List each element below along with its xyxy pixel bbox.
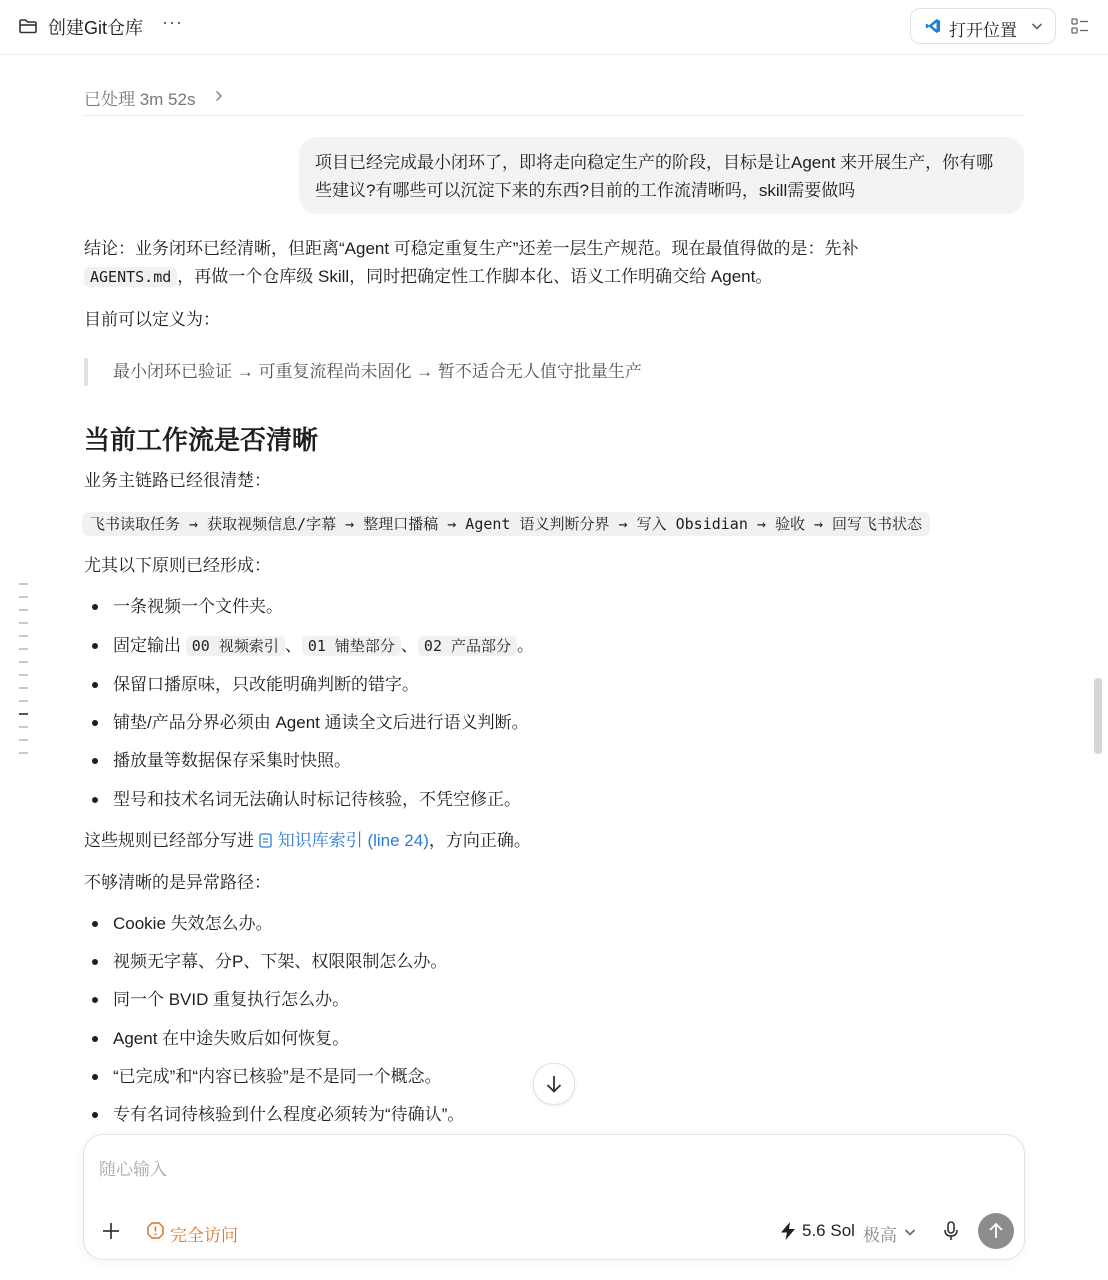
bullet-dot [92,682,98,688]
rules-suffix: ，方向正确。 [428,831,531,850]
bullet-dot [92,758,98,764]
folder-icon [18,16,38,36]
list-item: 专有名词待核验到什么程度必须转为“待确认”。 [113,1105,465,1124]
doc-icon [259,833,272,848]
open-location-button[interactable] [910,8,1056,44]
send-button[interactable] [978,1213,1014,1249]
bullet-dot [92,1036,98,1042]
bullet-dot [92,959,98,965]
list-item: 保留口播原味，只改能明确判断的错字。 [113,675,419,694]
divider [84,115,1024,116]
list-item: “已完成”和“内容已核验”是不是同一个概念。 [113,1067,442,1086]
list-item: Cookie 失效怎么办。 [113,914,273,933]
conclusion-paragraph [84,235,1024,291]
scroll-to-bottom-button[interactable] [533,1063,575,1105]
inline-code: 01 铺垫部分 [302,636,401,656]
bullet-dot [92,797,98,803]
bullet-dot [92,997,98,1003]
section-heading: 当前工作流是否清晰 [84,425,319,455]
list-item: 铺垫/产品分界必须由 Agent 通读全文后进行语义判断。 [113,713,529,732]
list-item: 一条视频一个文件夹。 [113,597,283,616]
rules-paragraph [84,827,531,855]
separator: 、 [400,636,418,655]
inline-code-agents: AGENTS.md [84,267,177,287]
blockquote-bar [84,358,88,386]
list-item: 视频无字幕、分P、下架、权限限制怎么办。 [113,952,448,971]
model-selector[interactable]: 5.6 Sol [802,1221,855,1240]
more-icon[interactable]: ··· [162,12,183,32]
knowledge-index-link-text[interactable]: 知识库索引 (line 24) [277,831,429,850]
outline-icon[interactable] [1071,17,1089,35]
bolt-icon [780,1222,796,1240]
conclusion-text-b: ，再做一个仓库级 Skill，同时把确定性工作脚本化、语义工作明确交给 Agent。 [177,267,773,286]
rules-prefix: 这些规则已经部分写进 [84,831,259,850]
mic-icon[interactable] [943,1221,959,1241]
composer [83,1134,1025,1260]
inline-code: 00 视频索引 [186,636,285,656]
blockquote-text: 最小闭环已验证 → 可重复流程尚未固化 → 暂不适合无人值守批量生产 [113,362,642,381]
full-access-button[interactable]: 完全访问 [170,1226,238,1245]
reasoning-level[interactable]: 极高 [863,1226,897,1245]
vscode-icon [925,18,941,34]
arrow-up-icon [988,1222,1004,1240]
bullet-dot [92,1074,98,1080]
message-minimap[interactable] [19,583,29,765]
thread-title[interactable]: 创建Git仓库 [48,18,144,38]
knowledge-index-link[interactable] [259,831,429,850]
bullet-dot [92,720,98,726]
user-message-text: 项目已经完成最小闭环了，即将走向稳定生产的阶段，目标是让Agent 来开展生产，你有哪些建议?有哪些可以沉淀下来的东西?目前的工作流清晰吗，skill需要做吗 [315,153,994,200]
open-location-label: 打开位置 [949,21,1017,40]
list-item-text: 。 [517,636,535,655]
list-item: 同一个 BVID 重复执行怎么办。 [113,990,350,1009]
inline-code: 02 产品部分 [418,636,517,656]
arrow-down-icon [544,1074,564,1094]
bullet-dot [92,643,98,649]
list-item: 播放量等数据保存采集时快照。 [113,751,351,770]
conclusion-text-a: 结论：业务闭环已经清晰，但距离“Agent 可稳定重复生产”还差一层生产规范。现在最值得做的是：先补 [84,239,859,258]
warning-icon[interactable] [147,1222,164,1239]
message-input[interactable]: 随心输入 [99,1160,167,1179]
list-item: Agent 在中途失败后如何恢复。 [113,1029,350,1048]
list-item-text: 固定输出 [113,636,186,655]
chevron-right-icon[interactable] [215,90,223,102]
separator: 、 [284,636,302,655]
list-item: 型号和技术名词无法确认时标记待核验，不凭空修正。 [113,790,521,809]
chevron-down-icon[interactable] [904,1227,916,1237]
user-message-bubble [299,137,1024,214]
processed-time[interactable]: 已处理 3m 52s [84,90,196,109]
top-bar [0,0,1108,55]
unclear-label: 不够清晰的是异常路径： [84,873,271,892]
chevron-down-icon [1031,21,1043,31]
bullet-dot [92,1112,98,1118]
bullet-dot [92,604,98,610]
chain-label: 业务主链路已经很清楚： [84,471,271,490]
plus-icon[interactable] [102,1222,120,1240]
scrollbar-thumb[interactable] [1094,678,1102,754]
define-label: 目前可以定义为： [84,310,220,329]
bullet-dot [92,921,98,927]
list-item [113,632,534,660]
workflow-code: 飞书读取任务 → 获取视频信息/字幕 → 整理口播稿 → Agent 语义判断分界 → 写入 Obsidian → 验收 → 回写飞书状态 [82,512,930,536]
principles-label: 尤其以下原则已经形成： [84,556,271,575]
